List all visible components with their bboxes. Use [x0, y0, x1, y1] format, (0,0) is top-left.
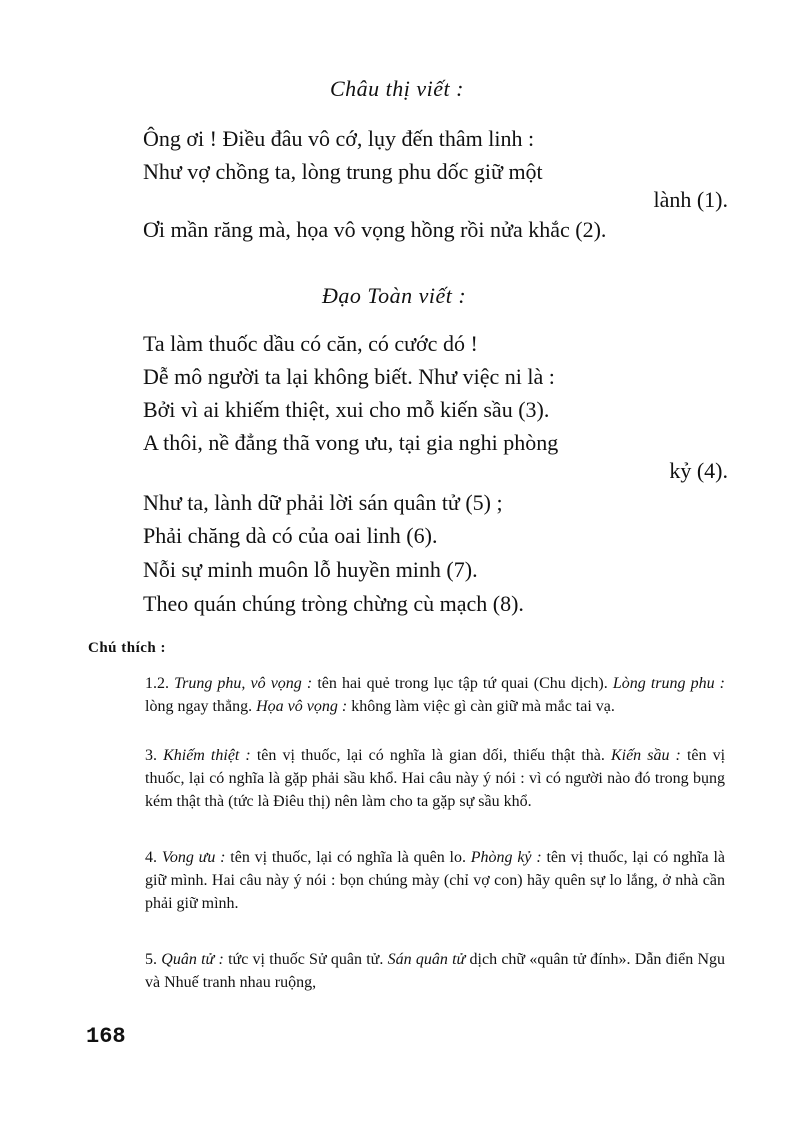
page-number: 168 [86, 1024, 126, 1049]
footnote-term: Họa vô vọng : [256, 698, 348, 715]
verse-line: Như vợ chồng ta, lòng trung phu dốc giữ một [143, 159, 543, 184]
footnote-text: lòng ngay thẳng. [145, 698, 257, 715]
footnote-term: Trung phu, vô vọng : [174, 675, 313, 692]
footnote-term: Khiếm thiệt : [163, 747, 251, 764]
verse-line: Như ta, lành dữ phải lời sán quân tử (5) ; [143, 490, 503, 515]
footnote-text: dịch chữ «quân tử đính». Dẫn điển Ngu và Nhuế tranh nhau ruộng, [145, 951, 726, 991]
footnote-term: Vong ưu : [161, 849, 226, 866]
verse-line: A thôi, nề đẳng thã vong ưu, tại gia nghi phòng [143, 430, 559, 455]
footnote-term: Quân tử : [161, 951, 224, 968]
footnote-text: tức vị thuốc Sử quân tử. [223, 951, 388, 968]
section-heading-chau-thi: Châu thị viết : [330, 76, 464, 101]
footnote-4 [87, 846, 725, 915]
footnote-number: 4. [145, 849, 157, 866]
footnote-term: Sán quân tử [387, 951, 466, 968]
verse-line-continuation: lành (1). [653, 187, 728, 212]
footnote-text: tên vị thuốc, lại có nghĩa là gian dối, thiếu thật thà. [250, 747, 611, 764]
verse-line: Theo quán chúng tròng chừng cù mạch (8). [143, 591, 524, 616]
footnote-text: tên vị thuốc, lại có nghĩa là gặp phải sầu khổ. Hai câu này ý nói : vì có người nào đó trong bụng kém thật thà (tức là Điêu thị) nên làm cho ta gặp sự sầu khổ. [145, 747, 726, 810]
footnote-text: tên hai quẻ trong lục tập tứ quai (Chu dịch). [312, 675, 613, 692]
notes-heading: Chú thích : [88, 640, 167, 656]
footnote-number: 3. [145, 747, 157, 764]
footnote-5 [87, 948, 725, 994]
footnote-text: không làm việc gì càn giữ mà mắc tai vạ. [347, 698, 615, 715]
footnote-text: tên vị thuốc, lại có nghĩa là giữ mình. Hai câu này ý nói : bọn chúng mày (chỉ vợ con) hãy quên sự lo lắng, ở nhà cần phải giữ mình. [145, 849, 725, 912]
verse-line: Dễ mô người ta lại không biết. Như việc ni là : [143, 364, 555, 389]
verse-line: Nỗi sự minh muôn lỗ huyền minh (7). [143, 557, 478, 582]
verse-line: Ta làm thuốc dầu có căn, có cước dó ! [143, 331, 478, 356]
verse-line: Phải chăng dà có của oai linh (6). [143, 523, 438, 548]
footnote-1-2 [87, 672, 725, 718]
footnote-term: Kiến sầu : [610, 747, 681, 764]
footnote-number: 5. [145, 951, 157, 968]
footnote-3 [87, 744, 725, 813]
section-heading-dao-toan: Đạo Toàn viết : [322, 283, 467, 308]
verse-line-continuation: kỷ (4). [669, 458, 728, 483]
verse-line: Bởi vì ai khiếm thiệt, xui cho mỗ kiến sầu (3). [143, 397, 550, 422]
verse-line: Ơi mần răng mà, họa vô vọng hồng rồi nửa khắc (2). [143, 217, 607, 242]
footnote-term: Lòng trung phu : [612, 675, 725, 692]
footnote-term: Phòng kỷ : [470, 849, 542, 866]
verse-line: Ông ơi ! Điều đâu vô cớ, lụy đến thâm linh : [143, 126, 535, 151]
footnote-number: 1.2. [145, 675, 169, 692]
footnote-text: tên vị thuốc, lại có nghĩa là quên lo. [225, 849, 471, 866]
